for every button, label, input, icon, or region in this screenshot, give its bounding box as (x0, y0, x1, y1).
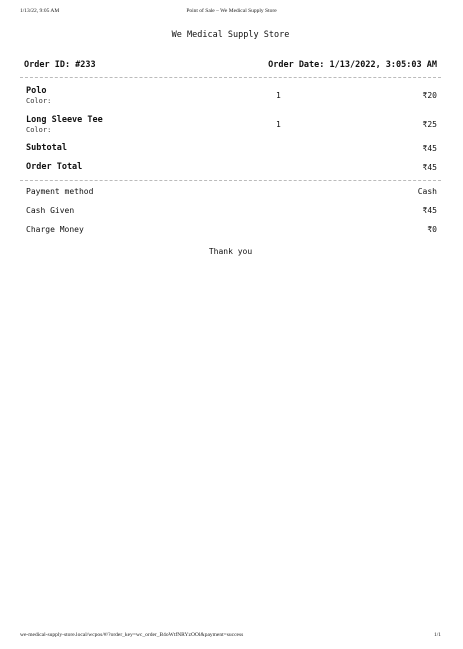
payment-method-value: Cash (417, 187, 437, 196)
receipt (20, 28, 441, 258)
store-name: We Medical Supply Store (171, 30, 290, 40)
item-price: ₹20 (422, 91, 437, 100)
subtotal-label: Subtotal (26, 143, 67, 153)
item-quantity: 1 (276, 120, 281, 129)
change-row (20, 220, 441, 239)
subtotal-row (20, 139, 441, 158)
print-footer-url: we-medical-supply-store.local/wcpos/#/?order_key=wc_order_B4oWtfNRYzOOl&payment=success (20, 632, 244, 638)
order-total-row (20, 158, 441, 177)
cash-given-row (20, 201, 441, 220)
cash-given-value: ₹45 (422, 206, 437, 215)
line-item (20, 110, 441, 139)
divider (20, 77, 441, 78)
print-footer-page: 1/1 (433, 632, 441, 638)
item-name: Polo (26, 85, 47, 96)
order-date: Order Date: 1/13/2022, 3:05:03 AM (268, 60, 437, 70)
subtotal-value: ₹45 (422, 144, 437, 153)
cash-given-label: Cash Given (26, 206, 75, 215)
change-value: ₹0 (427, 225, 437, 234)
payment-method-row (20, 182, 441, 201)
item-color: Color: (26, 96, 52, 105)
change-label: Charge Money (26, 225, 84, 234)
thank-you-message: Thank you (208, 247, 253, 256)
print-header-title: Point of Sale – We Medical Supply Store (186, 8, 277, 14)
divider (20, 180, 441, 181)
line-items (20, 81, 441, 139)
line-item (20, 81, 441, 110)
item-color: Color: (26, 125, 52, 134)
item-name: Long Sleeve Tee (26, 114, 103, 125)
print-header-datetime: 1/13/22, 9:05 AM (20, 8, 60, 14)
order-id: Order ID: #233 (24, 60, 96, 70)
payment-method-label: Payment method (26, 187, 94, 196)
payment-details (20, 182, 441, 239)
item-quantity: 1 (276, 91, 281, 100)
order-total-value: ₹45 (422, 163, 437, 172)
order-meta (20, 59, 441, 71)
order-total-label: Order Total (26, 162, 83, 172)
item-price: ₹25 (422, 120, 437, 129)
